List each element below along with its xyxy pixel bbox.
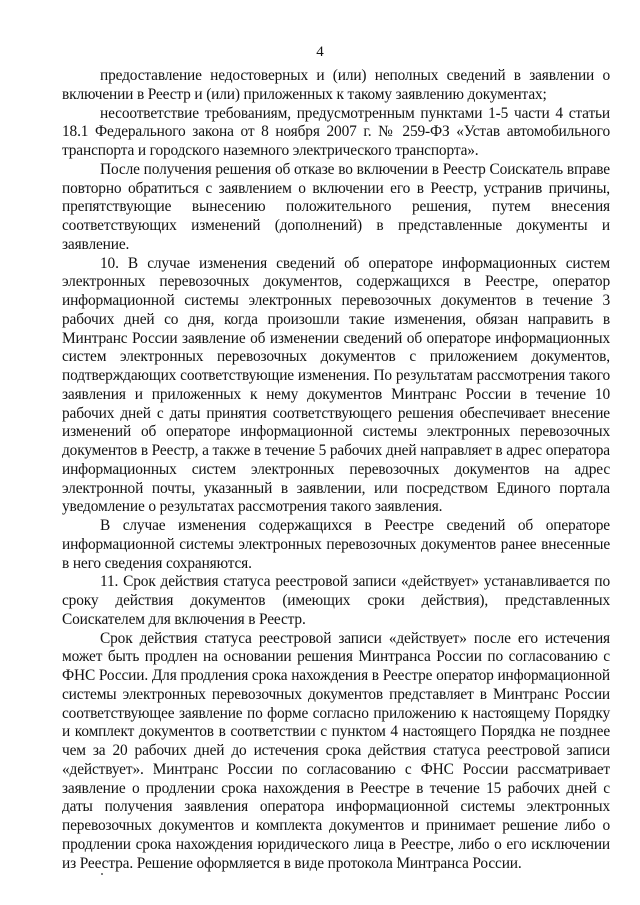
paragraph-1: предоставление недостоверных и (или) неполных сведений в заявлении о включении в Реестр и (или) приложенных к такому заявлению документах;: [62, 67, 610, 103]
paragraph-5: В случае изменения содержащихся в Реестре сведений об операторе информационной системы электронных перевозочных документов ранее внесенные в него сведения сохраняются.: [62, 517, 610, 572]
paragraph-6: 11. Срок действия статуса реестровой записи «действует» устанавливается по сроку действия документов (имеющих сроки действия), представленных Соискателем для включения в Реестр.: [62, 573, 610, 628]
page-number: 4: [316, 44, 324, 60]
document-body: [62, 67, 610, 873]
paragraph-2: несоответствие требованиям, предусмотренным пунктами 1-5 части 4 статьи 18.1 Федерального закона от 8 ноября 2007 г. № 259-ФЗ «Устав автомобильного транспорта и городского наземного электрического транспорта».: [62, 104, 610, 159]
scan-speck: [101, 873, 103, 875]
paragraph-7: Срок действия статуса реестровой записи «действует» после его истечения может быть продлен на основании решения Минтранса России по согласованию с ФНС России. Для продления срока нахождения в Реестре оператор информационной системы электронных перевозочных документов представляет в Минтранс России соответствующее заявление по форме согласно приложению к настоящему Порядку и комплект документов в соответствии с пунктом 4 настоящего Порядка не позднее чем за 20 рабочих дней до истечения срока действия статуса реестровой записи «действует». Минтранс России по согласованию с ФНС России рассматривает заявление о продлении срока нахождения в Реестре в течение 15 рабочих дней с даты получения заявления оператора информационной системы электронных перевозочных документов и комплекта документов и принимает решение либо о продлении срока нахождения юридического лица в Реестре, либо о его исключении из Реестра. Решение оформляется в виде протокола Минтранса России.: [62, 629, 610, 872]
paragraph-3: После получения решения об отказе во включении в Реестр Соискатель вправе повторно обратиться с заявлением о включении его в Реестр, устранив причины, препятствующие вынесению положительного решения, путем внесения соответствующих изменений (дополнений) в представленные документы и заявление.: [62, 160, 610, 253]
paragraph-4: 10. В случае изменения сведений об операторе информационных систем электронных перевозочных документов, содержащихся в Реестре, оператор информационной системы электронных перевозочных документов в течение 3 рабочих дней со дня, когда произошли такие изменения, обязан направить в Минтранс России заявление об изменении сведений об операторе информационных систем электронных перевозочных документов с приложением документов, подтверждающих соответствующие изменения. По результатам рассмотрения такого заявления и приложенных к нему документов Минтранс России в течение 10 рабочих дней с даты принятия соответствующего решения обеспечивает внесение изменений об операторе информационной системы электронных перевозочных документов в Реестр, а также в течение 5 рабочих дней направляет в адрес оператора информационных систем электронных перевозочных документов на адрес электронной почты, указанный в заявлении, или посредством Единого портала уведомление о результатах рассмотрения такого заявления.: [62, 254, 610, 516]
